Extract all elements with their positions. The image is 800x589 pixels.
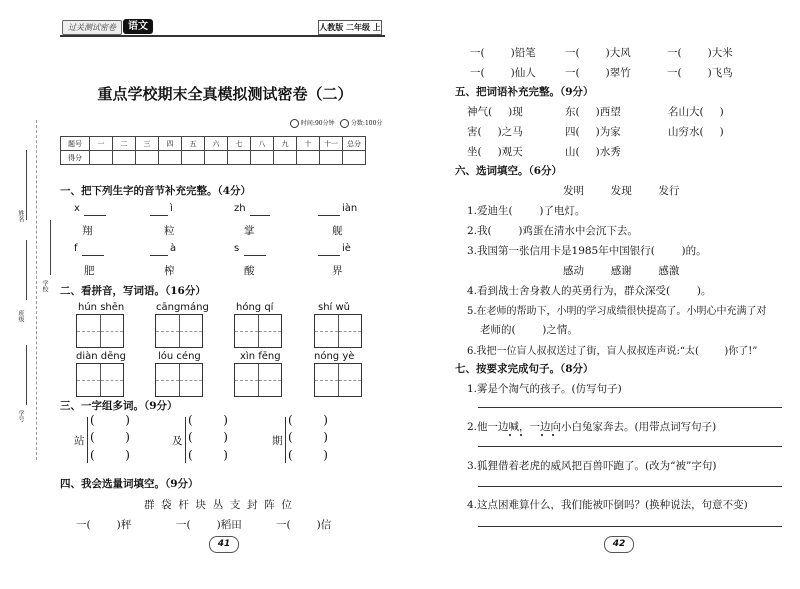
exam-title: 重点学校期末全真模拟测试密卷（二）	[97, 85, 353, 103]
score-table-header: 十一	[320, 137, 343, 151]
answer-blank[interactable]: ( )	[288, 413, 328, 427]
score-table-header: 三	[136, 137, 159, 151]
syllable-blank[interactable]	[82, 255, 104, 256]
section3-heading: 三、一字组多词。（9分）	[60, 400, 178, 412]
question-text: 5.在老师的帮助下，小明的学习成绩很快提高了。小明心中充满了对	[467, 306, 767, 317]
writing-grid[interactable]	[234, 314, 282, 348]
idiom-item: 坐( )观天	[467, 146, 523, 158]
pinyin-label: xìn fēng	[240, 351, 281, 362]
syllable-char: 翔	[82, 225, 93, 237]
writing-grid[interactable]	[76, 314, 124, 348]
score-table	[60, 136, 366, 165]
score-cell[interactable]	[90, 151, 113, 165]
word-group	[172, 413, 242, 467]
idiom-item: 东( )西望	[565, 106, 621, 118]
writing-grid[interactable]	[76, 363, 124, 397]
answer-line[interactable]	[478, 526, 782, 527]
idiom-item: 神气( )现	[467, 106, 523, 118]
writing-grid[interactable]	[155, 314, 203, 348]
score-cell[interactable]	[136, 151, 159, 165]
fill-item: 一( )铅笔	[470, 47, 536, 59]
writing-grid[interactable]	[234, 363, 282, 397]
question-text: 1.爱迪生( )了电灯。	[467, 205, 586, 217]
fill-item: 一( )稻田	[176, 519, 242, 531]
question-text: 6.我把一位盲人叔叔送过了街，盲人叔叔连声说:“太( )你了!”	[467, 346, 758, 357]
emphasis-dot	[541, 434, 543, 436]
writing-grid[interactable]	[314, 314, 362, 348]
score-table-header: 一	[90, 137, 113, 151]
syllable-char: 舰	[332, 225, 343, 237]
side-fill-line[interactable]	[26, 240, 27, 300]
fill-item: 一( )秤	[76, 519, 132, 531]
score-table-header: 九	[274, 137, 297, 151]
score-table-header: 题号	[61, 137, 90, 151]
side-label-class: 班级	[17, 310, 24, 322]
group-char: 及	[172, 435, 183, 447]
question-text: 2.我( )鸡蛋在清水中会沉下去。	[467, 225, 638, 237]
page-number: 42	[604, 536, 634, 553]
answer-line[interactable]	[478, 486, 782, 487]
syllable-char: 酸	[244, 265, 255, 277]
syllable-char: 肥	[84, 265, 95, 277]
syllable-char: 界	[332, 265, 343, 277]
word-group	[74, 413, 144, 467]
idiom-item: 名山大( )	[668, 106, 724, 118]
question-text: 4.看到战士舍身救人的英勇行为，群众深受( )。	[467, 285, 712, 297]
answer-line[interactable]	[478, 407, 782, 408]
syllable-prefix: zh	[234, 203, 246, 214]
pinyin-label: nóng yè	[314, 351, 355, 362]
emphasis-dot	[509, 434, 511, 436]
edition-label: 人教版 二年级 上	[318, 20, 382, 35]
side-fill-line[interactable]	[50, 220, 51, 275]
emphasis-dot	[520, 434, 522, 436]
question-text: 3.我国第一张信用卡是1985年中国银行( )的。	[467, 245, 707, 257]
idiom-item: 山穷水( )	[668, 126, 724, 138]
fill-item: 一( )仙人	[470, 67, 536, 79]
score-cell[interactable]	[274, 151, 297, 165]
answer-blank[interactable]: ( )	[90, 448, 130, 462]
score-table-header: 总分	[343, 137, 366, 151]
score-table-header: 四	[159, 137, 182, 151]
score-table-header: 六	[205, 137, 228, 151]
dashed-cut-line	[36, 120, 37, 460]
syllable-char: 粒	[164, 225, 175, 237]
answer-blank[interactable]: ( )	[90, 430, 130, 444]
page-number: 41	[209, 536, 239, 553]
fill-item: 一( )信	[276, 519, 332, 531]
question-text: 4.这点困难算什么，我们能被吓倒吗？(换种说法，句意不变)	[467, 499, 748, 511]
header-rule	[60, 35, 385, 37]
syllable-blank[interactable]	[150, 255, 168, 256]
syllable-prefix: x	[74, 203, 80, 214]
answer-blank[interactable]: ( )	[90, 413, 130, 427]
group-char: 站	[74, 435, 85, 447]
clock-icon	[290, 119, 299, 128]
idiom-item: 害( )之马	[467, 126, 523, 138]
section2-heading: 二、看拼音，写词语。（16分）	[60, 285, 206, 297]
word-group	[272, 413, 342, 467]
side-fill-line[interactable]	[26, 150, 27, 220]
answer-blank[interactable]: ( )	[288, 430, 328, 444]
syllable-blank[interactable]	[318, 215, 340, 216]
measure-word-bank: 群 袋 杆 块 丛 支 封 阵 位	[144, 499, 292, 511]
score-table-header: 十	[297, 137, 320, 151]
score-table-header: 二	[113, 137, 136, 151]
fill-item: 一( )翠竹	[565, 67, 631, 79]
syllable-item	[234, 203, 246, 214]
syllable-suffix: ì	[170, 203, 173, 214]
syllable-char: 掌	[244, 225, 255, 237]
score-cell[interactable]	[182, 151, 205, 165]
syllable-suffix: à	[170, 243, 177, 254]
answer-blank[interactable]: ( )	[188, 448, 228, 462]
time-info: 时间:90分钟	[290, 118, 335, 128]
fill-item: 一( )大风	[565, 47, 631, 59]
syllable-blank[interactable]	[150, 215, 168, 216]
answer-blank[interactable]: ( )	[288, 448, 328, 462]
fill-item: 一( )大米	[667, 47, 733, 59]
pinyin-label: hóng qí	[236, 302, 274, 313]
score-cell[interactable]	[343, 151, 366, 165]
score-cell[interactable]	[228, 151, 251, 165]
score-table-header: 七	[228, 137, 251, 151]
binding-strip	[14, 120, 54, 460]
answer-blank[interactable]: ( )	[188, 430, 228, 444]
section4-heading: 四、我会选量词填空。（9分）	[60, 478, 199, 490]
writing-grid[interactable]	[155, 363, 203, 397]
syllable-blank[interactable]	[318, 255, 340, 256]
syllable-blank[interactable]	[250, 215, 270, 216]
answer-blank[interactable]: ( )	[188, 413, 228, 427]
pinyin-label: diàn dēng	[76, 351, 126, 362]
idiom-item: 四( )为家	[565, 126, 621, 138]
answer-line[interactable]	[478, 446, 782, 447]
word-bank: 感动 感谢 感激	[563, 265, 680, 277]
section6-heading: 六、选词填空。（6分）	[455, 165, 563, 177]
pinyin-label: hún shēn	[78, 302, 125, 313]
side-label-number: 学号	[17, 410, 24, 422]
pinyin-label: shí wǔ	[318, 302, 351, 313]
score-table-row-label: 得分	[61, 151, 90, 165]
score-cell[interactable]	[113, 151, 136, 165]
emphasis-dot	[552, 434, 554, 436]
score-cell[interactable]	[205, 151, 228, 165]
series-badge: 过关测试密卷	[62, 20, 122, 35]
question-text: 3.狐狸借着老虎的威风把百兽吓跑了。(改为“被”字句)	[467, 460, 717, 472]
syllable-item	[74, 203, 80, 214]
subject-badge: 语文	[123, 19, 153, 34]
pinyin-label: lóu céng	[158, 351, 201, 362]
side-fill-line[interactable]	[26, 345, 27, 405]
section7-heading: 七、按要求完成句子。（8分）	[455, 363, 594, 375]
section1-heading: 一、把下列生字的音节补充完整。（4分）	[60, 185, 252, 197]
syllable-suffix: iàn	[342, 203, 358, 214]
score-cell[interactable]	[251, 151, 274, 165]
syllable-suffix: iè	[342, 243, 351, 254]
score-table-header: 五	[182, 137, 205, 151]
syllable-prefix: s	[234, 243, 240, 254]
group-char: 期	[272, 435, 283, 447]
score-cell[interactable]	[159, 151, 182, 165]
score-info: 分数:100分	[340, 118, 382, 128]
score-table-header: 八	[251, 137, 274, 151]
syllable-prefix: f	[74, 243, 78, 254]
pinyin-label: cāngmáng	[156, 302, 209, 313]
writing-grid[interactable]	[314, 363, 362, 397]
question-text: 2.他一边喊，一边向小白兔家奔去。(用带点词写句子)	[467, 421, 717, 433]
idiom-item: 山( )水秀	[565, 146, 621, 158]
syllable-item	[74, 243, 78, 254]
syllable-blank[interactable]	[84, 215, 106, 216]
section5-heading: 五、把词语补充完整。（9分）	[455, 86, 594, 98]
side-label-school: 学校	[41, 280, 48, 292]
score-icon	[340, 119, 349, 128]
word-bank: 发明 发现 发行	[563, 185, 680, 197]
syllable-blank[interactable]	[244, 255, 266, 256]
question-text: 老师的( )之情。	[480, 324, 578, 336]
syllable-item	[234, 243, 239, 254]
score-cell[interactable]	[297, 151, 320, 165]
side-label-name: 姓名	[17, 210, 24, 222]
syllable-char: 榨	[164, 265, 175, 277]
score-cell[interactable]	[320, 151, 343, 165]
fill-item: 一( )飞鸟	[667, 67, 733, 79]
question-text: 1.雾是个淘气的孩子。(仿写句子)	[467, 383, 622, 395]
